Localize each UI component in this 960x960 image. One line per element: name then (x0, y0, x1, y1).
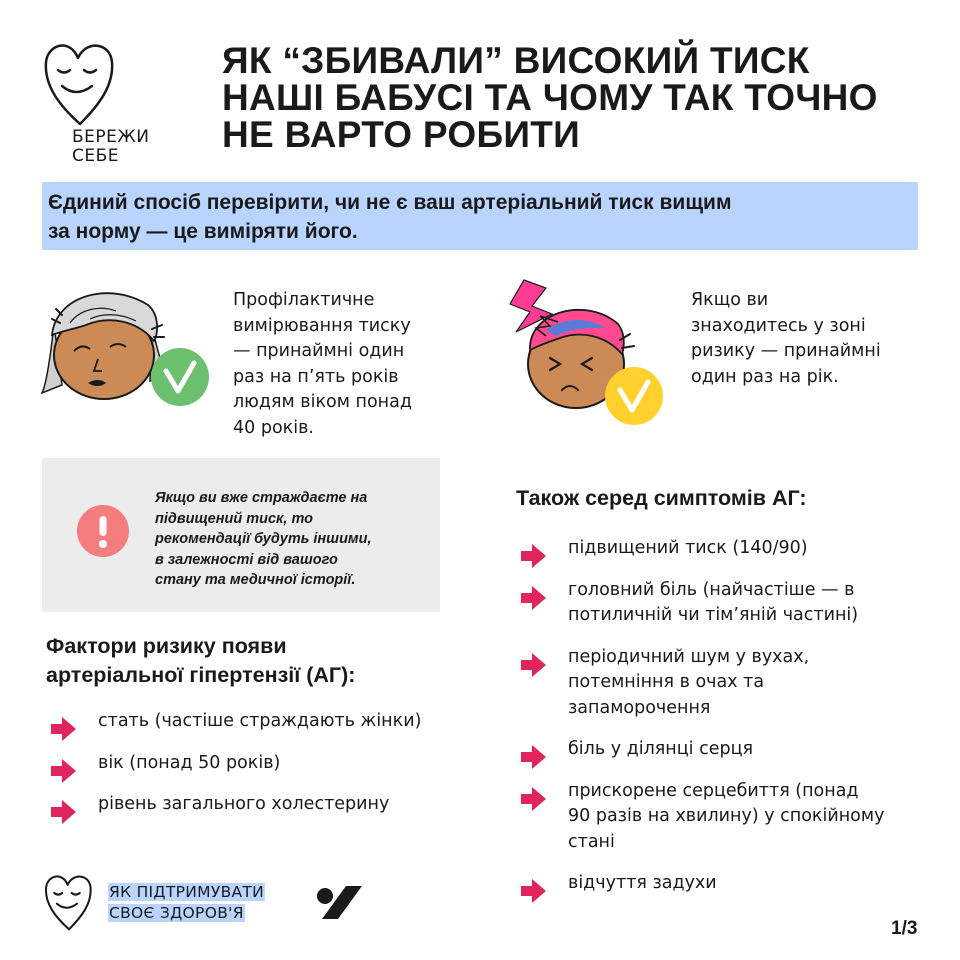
list-item: стать (частіше страждають жінки) (46, 709, 421, 735)
heart-face-icon[interactable] (42, 870, 96, 932)
risk-factors-heading: Фактори ризику появи артеріальної гіпертензії (АГ): (46, 634, 356, 687)
young-person-face-icon (506, 278, 676, 428)
arrow-right-icon (518, 584, 548, 612)
brand-logo-icon (316, 884, 364, 920)
note-text: Якщо ви вже страждаєте на підвищений тиск, то рекомендації будуть іншими, в залежності від вашого стану та медичної історії. (155, 490, 372, 588)
heart-face-icon (40, 36, 120, 131)
tip-right-text: Якщо ви знаходитесь у зоні ризику — принаймні один раз на рік. (691, 290, 881, 387)
tip-left-text: Профілактичне вимірювання тиску — принаймні один раз на п’ять років людям віком понад 40 років. (233, 290, 412, 438)
logo[interactable] (40, 36, 160, 166)
page-number: 1/3 (891, 918, 918, 939)
list-item: прискорене серцебиття (понад 90 разів на хвилину) у спокійному стані (516, 779, 884, 856)
exclamation-icon (77, 505, 129, 557)
arrow-right-icon (518, 785, 548, 813)
grandmother-face-icon (40, 285, 220, 415)
warning-note (42, 458, 440, 612)
risk-factors-list (46, 709, 421, 818)
arrow-right-icon (518, 877, 548, 905)
arrow-right-icon (518, 542, 548, 570)
arrow-right-icon (48, 715, 78, 743)
list-item: вік (понад 50 років) (46, 751, 421, 777)
arrow-right-icon (518, 651, 548, 679)
list-item: періодичний шум у вухах, потемніння в очах та запаморочення (516, 645, 884, 722)
symptoms-list (516, 536, 884, 897)
arrow-right-icon (48, 757, 78, 785)
list-item: відчуття задухи (516, 871, 884, 897)
arrow-right-icon (518, 743, 548, 771)
logo-text: БЕРЕЖИ СЕБЕ (72, 127, 150, 166)
list-item: підвищений тиск (140/90) (516, 536, 884, 562)
symptoms-heading: Також серед симптомів АГ: (516, 486, 807, 510)
list-item: головний біль (найчастіше — в потиличній чи тім’яній частині) (516, 578, 884, 629)
list-item: рівень загального холестерину (46, 792, 421, 818)
list-item: біль у ділянці серця (516, 737, 884, 763)
footer-link[interactable]: ЯК ПІДТРИМУВАТИ СВОЄ ЗДОРОВ'Я (109, 883, 265, 922)
arrow-right-icon (48, 798, 78, 826)
info-banner: Єдиний спосіб перевірити, чи не є ваш артеріальний тиск вищим за норму — це виміряти його. (42, 182, 918, 250)
page-title: ЯК “ЗБИВАЛИ” ВИСОКИЙ ТИСК НАШІ БАБУСІ ТА ЧОМУ ТАК ТОЧНО НЕ ВАРТО РОБИТИ (222, 40, 878, 155)
